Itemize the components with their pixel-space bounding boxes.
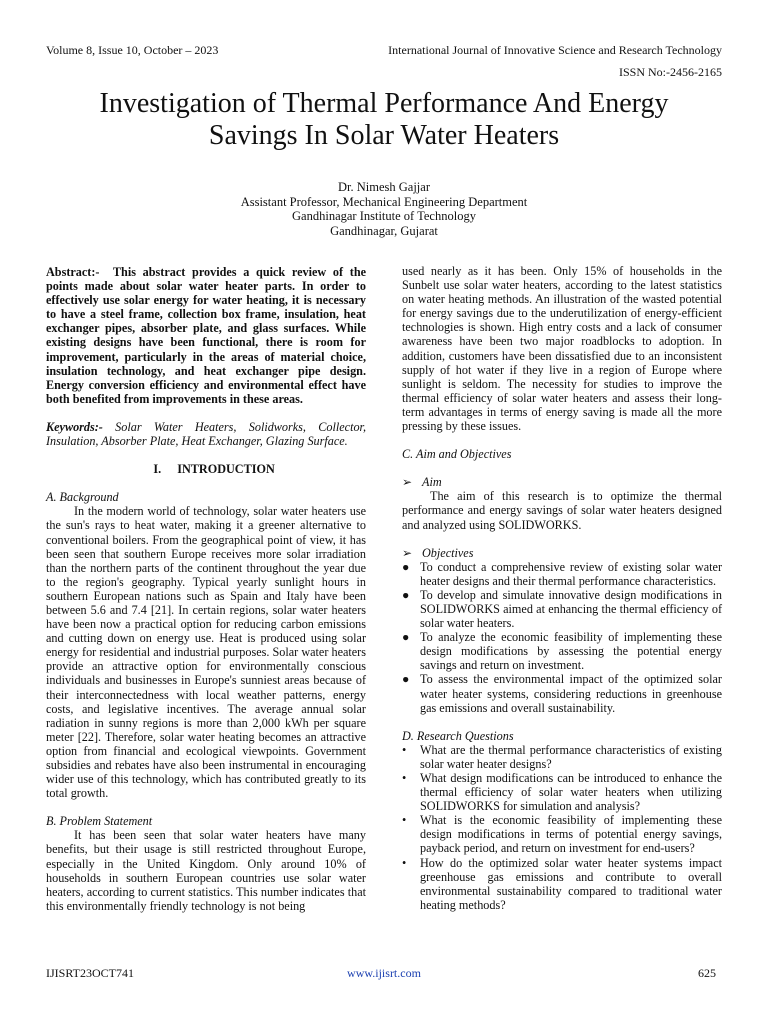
section-title: INTRODUCTION xyxy=(177,462,275,477)
list-item: ● To analyze the economic feasibility of implementing these design modifications by assessing the potential energy savings and return on investment. xyxy=(402,630,722,673)
keywords-label: Keywords:- xyxy=(46,419,103,434)
bullet-icon: • xyxy=(402,855,407,870)
bullet-icon: • xyxy=(402,813,407,828)
objectives-heading xyxy=(402,546,722,560)
author-name: Dr. Nimesh Gajjar xyxy=(338,180,430,194)
list-item: ● To develop and simulate innovative design modifications in SOLIDWORKS aimed at enhancing the thermal efficiency of solar water heaters. xyxy=(402,587,722,631)
aim-paragraph: The aim of this research is to optimize the thermal performance and energy savings of solar water heaters designed and analyzed using SOLIDWORKS. xyxy=(402,489,722,532)
list-item: • What is the economic feasibility of implementing these design modifications in terms of potential energy savings, payback period, and return on investment for end-users? xyxy=(402,813,722,856)
list-item: • How do the optimized solar water heater systems impact greenhouse gas emissions and contribute to overall environmental sustainability compared to traditional water heating methods? xyxy=(402,855,722,912)
objectives-label: Objectives xyxy=(422,545,474,560)
list-item: • What are the thermal performance characteristics of existing solar water heater designs? xyxy=(402,742,722,771)
background-paragraph: In the modern world of technology, solar water heaters use the sun's rays to heat water, making it a greener alternative to conventional boilers. From the geographical point of view, it has been seen that southern Europe receives more solar irradiation than the northern parts of the continent throughout the year due to the region's geography. Typical yearly sunlight hours in southern European nations such as Spain and Italy have been between 5.6 and 7.4 [21]. In certain regions, solar water heaters have been now a practical option for reducing carbon emissions and cutting down on energy use. Heat is produced using solar energy for residential and industrial purposes. Solar water heaters provide an attractive option for environmentally conscious individuals and businesses in Europe's sunniest areas because of their interconnectedness with local weather patterns, energy costs, and legislative incentives. The average annual solar radiation in sunny regions is more than 2,000 kWh per square meter [22]. Therefore, solar water heating becomes an attractive option from financial and ecological viewpoints. Government subsidies and rebates have also been instrumental in encouraging wider use of this technology, which has contributed greatly to its total growth. xyxy=(46,504,366,801)
list-item: ● To conduct a comprehensive review of existing solar water heater designs and their thermal performance characteristics. xyxy=(402,559,722,588)
bullet-icon: ● xyxy=(402,587,410,602)
problem-paragraph-continued: used nearly as it has been. Only 15% of households in the Sunbelt use solar water heaters, according to the latest statistics on water heating methods. An illustration of the wasted potential for energy savings due to the underutilization of energy-efficient technologies is shown. High entry costs and a lack of consumer awareness have been two major roadblocks to adoption. In addition, customers have been dissatisfied due to an inconsistent supply of hot water if they live in a region of Europe where sunlight is seldom. The necessity for studies to improve the thermal efficiency of solar water heaters and assess their long-term advantages in terms of energy saving is made all the more pressing by these issues. xyxy=(402,264,722,434)
paper-title xyxy=(40,88,728,152)
section-heading-introduction xyxy=(46,462,366,476)
right-column xyxy=(402,264,722,912)
bullet-icon: ● xyxy=(402,630,410,645)
bullet-icon: • xyxy=(402,742,407,757)
title-line-1: Investigation of Thermal Performance And Energy xyxy=(99,88,669,119)
journal-url-link[interactable]: www.ijisrt.com xyxy=(347,966,421,980)
bullet-icon: ● xyxy=(402,559,410,574)
section-number: I. xyxy=(153,462,162,477)
abstract xyxy=(46,265,366,406)
arrow-bullet-icon: ➢ xyxy=(402,545,413,560)
subsection-problem-heading: B. Problem Statement xyxy=(46,814,153,829)
issn: ISSN No:-2456-2165 xyxy=(618,65,722,79)
problem-paragraph: It has been seen that solar water heaters have many benefits, but their usage is still restricted throughout Europe, especially in the United Kingdom. Only around 10% of households in southern European countries use solar water heaters, according to current statistics. This number indicates that this environmentally friendly technology is not being xyxy=(46,828,366,913)
volume-info: Volume 8, Issue 10, October – 2023 xyxy=(46,43,219,57)
aim-heading xyxy=(402,475,722,489)
subsection-aims-heading: C. Aim and Objectives xyxy=(402,447,512,462)
left-column xyxy=(46,265,366,913)
paper-id: IJISRT23OCT741 xyxy=(46,966,134,980)
bullet-icon: • xyxy=(402,771,407,785)
subsection-background-heading: A. Background xyxy=(46,490,119,505)
author-location: Gandhinagar, Gujarat xyxy=(330,223,438,238)
subsection-research-questions-heading: D. Research Questions xyxy=(402,728,514,743)
page-number: 625 xyxy=(698,966,716,980)
author-block xyxy=(40,180,728,238)
abstract-text: This abstract provides a quick review of the points made about solar water heater parts. In order to effectively use solar energy for water heating, it is necessary to have a steel frame, collection box frame, insulation, heat exchanger pipes, absorber plate, and glass surfaces. While existing designs have been functional, there is room for improvement, particularly in the areas of material choice, insulation technology, and heat exchanger pipe design. Energy conversion efficiency and environmental effect have both benefited from improvements in these areas. xyxy=(46,265,367,406)
keywords-text: Solar Water Heaters, Solidworks, Collector, Insulation, Absorber Plate, Heat Exchanger, Glazing Surface. xyxy=(46,419,366,449)
objectives-list xyxy=(402,560,722,715)
author-institute: Gandhinagar Institute of Technology xyxy=(292,209,476,223)
aim-label: Aim xyxy=(422,475,442,490)
keywords xyxy=(46,420,366,448)
list-item: • What design modifications can be introduced to enhance the thermal efficiency of solar water heaters when utilizing SOLIDWORKS for simulation and analysis? xyxy=(402,771,722,814)
list-item: ● To assess the environmental impact of the optimized solar water heater systems, considering reductions in greenhouse gas emissions and overall sustainability. xyxy=(402,672,722,715)
bullet-icon: ● xyxy=(402,672,410,687)
journal-name: International Journal of Innovative Science and Research Technology xyxy=(388,43,722,57)
research-questions-list xyxy=(402,743,722,912)
arrow-bullet-icon: ➢ xyxy=(402,475,413,490)
abstract-label: Abstract:- xyxy=(46,265,100,279)
author-position: Assistant Professor, Mechanical Engineering Department xyxy=(240,194,528,209)
title-line-2: Savings In Solar Water Heaters xyxy=(208,120,560,151)
